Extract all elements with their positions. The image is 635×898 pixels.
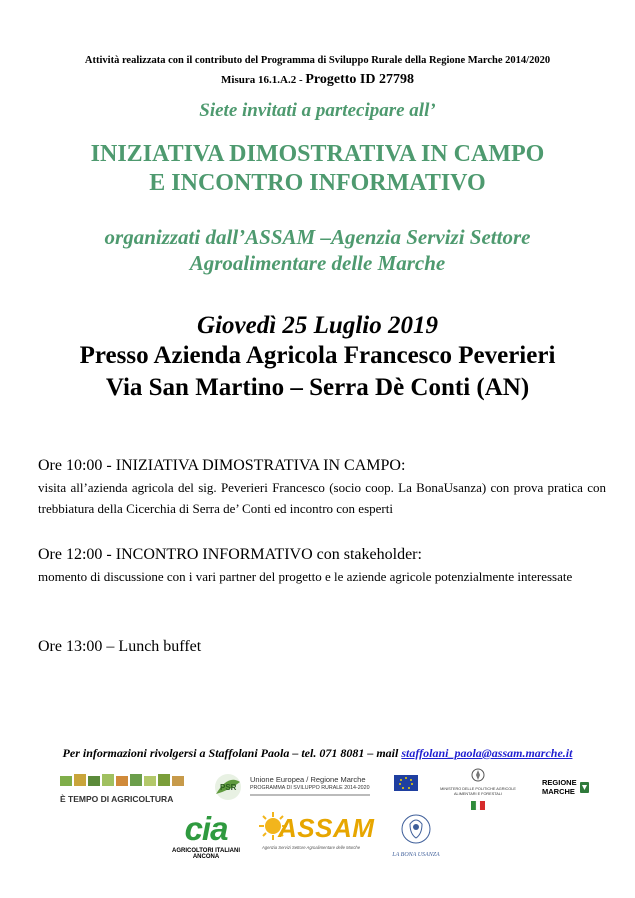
assam-text: ASSAM [278, 813, 375, 843]
assam-subtitle: Agenzia Servizi Settore Agroalimentare delle Marche [262, 845, 361, 850]
psr-leaf-icon [210, 772, 246, 802]
regione-line-1: REGIONE [542, 778, 577, 787]
eu-marche-psr-logo [250, 775, 380, 796]
organizer-line-2: Agroalimentare delle Marche [189, 251, 446, 275]
contact-text: Per informazioni rivolgersi a Staffolani Paola – tel. 071 8081 – mail [62, 746, 399, 760]
project-id: Progetto ID 27798 [305, 72, 414, 87]
venue-line-1: Presso Azienda Agricola Francesco Peverieri [79, 342, 556, 369]
misura-label: Misura 16.1.A.2 - [221, 74, 303, 86]
tempo-agricoltura-icon [60, 774, 188, 788]
program-heading: Ore 13:00 – Lunch buffet [38, 638, 202, 655]
regione-marche-logo [542, 778, 592, 800]
program-description: visita all’azienda agricola del sig. Peverieri Francesco (socio coop. La BonaUsanza) con prova pratica con trebbiatura della Cicerchia di Serra de’ Conti ed incontro con esperti [38, 480, 606, 516]
regione-line-2: MARCHE [542, 787, 575, 796]
program-heading: Ore 10:00 - INIZIATIVA DIMOSTRATIVA IN CAMPO: [38, 457, 406, 474]
marche-shield-icon [580, 782, 589, 793]
tempo-agricoltura-logo [60, 774, 188, 802]
contact-info [0, 746, 635, 761]
assam-logo [258, 811, 375, 855]
event-title-line-1: INIZIATIVA DIMOSTRATIVA IN CAMPO [90, 141, 545, 167]
eu-flag-icon [394, 775, 418, 791]
italy-flag-icon [471, 801, 485, 810]
contact-email-link[interactable]: staffolani_paola@assam.marche.it [401, 746, 573, 760]
ministero-logo [440, 768, 516, 815]
eu-logo-line-1: Unione Europea / Regione Marche [250, 775, 366, 784]
project-line [0, 72, 635, 88]
psr-text: PSR [220, 783, 237, 792]
program-item [38, 457, 606, 519]
funding-line: Attività realizzata con il contributo del Programma di Sviluppo Rurale della Regione Marche 2014/2020 [84, 55, 551, 66]
bona-usanza-logo [390, 812, 442, 862]
bona-usanza-text: LA BONA USANZA [392, 852, 440, 858]
program-item [38, 546, 606, 587]
cia-line-1: AGRICOLTORI ITALIANI [172, 848, 240, 854]
event-title-line-2: E INCONTRO INFORMATIVO [149, 170, 486, 196]
invitation-text: Siete invitati a partecipare all’ [199, 100, 436, 121]
tempo-logo-text: È TEMPO DI AGRICOLTURA [60, 794, 174, 804]
bona-usanza-emblem-icon [396, 812, 436, 846]
emblem-icon [471, 768, 485, 782]
program-description: momento di discussione con i vari partner del progetto e le aziende agricole potenzialmente interessate [38, 569, 573, 584]
psr-logo [210, 772, 246, 802]
event-date: Giovedì 25 Luglio 2019 [197, 312, 438, 339]
program-item [38, 638, 606, 656]
ministero-text: MINISTERO DELLE POLITICHE AGRICOLE ALIMENTARI E FORESTALI [440, 787, 516, 796]
organizer-line-1: organizzati dall’ASSAM –Agenzia Servizi Settore [104, 225, 531, 249]
program-heading: Ore 12:00 - INCONTRO INFORMATIVO con stakeholder: [38, 546, 422, 563]
cia-line-2: ANCONA [192, 854, 220, 860]
eu-logo-line-2: PROGRAMMA DI SVILUPPO RURALE 2014-2020 [250, 785, 370, 791]
cia-logo [165, 812, 247, 868]
cia-mark: cia [184, 810, 228, 847]
eu-logo-divider [250, 794, 370, 796]
venue-line-2: Via San Martino – Serra Dè Conti (AN) [105, 374, 530, 401]
